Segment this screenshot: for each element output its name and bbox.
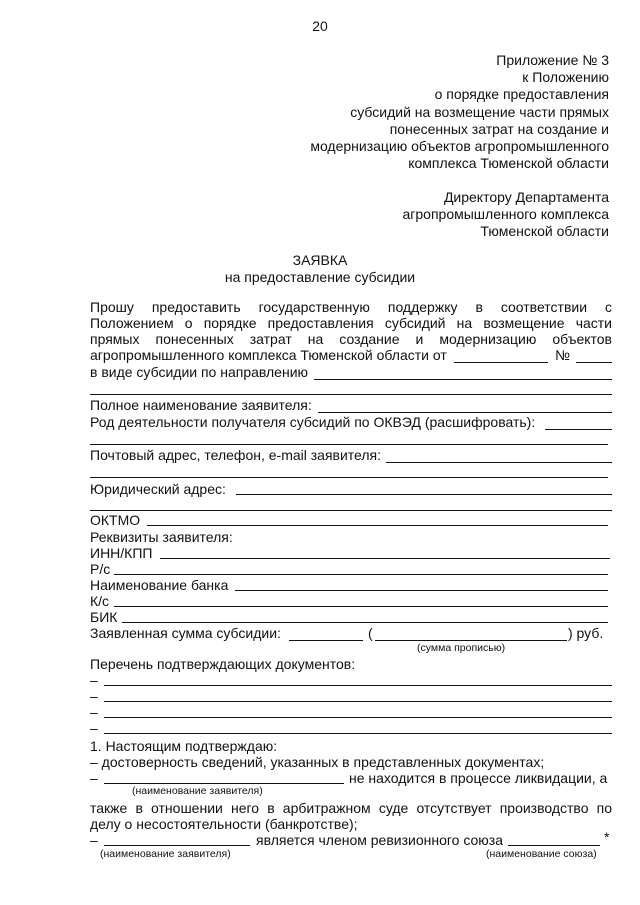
ks-label: К/с: [90, 593, 110, 609]
full-name-field[interactable]: [318, 412, 612, 413]
confirm-item-2: не находится в процессе ликвидации, а: [349, 770, 608, 786]
amount-words-field[interactable]: [375, 640, 567, 641]
doc-dash: –: [90, 672, 98, 688]
intro-line-1: Прошу предоставить государственную поддержку в соответствии с: [90, 299, 612, 315]
applicant-name-field-2[interactable]: [104, 845, 250, 846]
rs-label: Р/с: [90, 561, 111, 577]
documents-label: Перечень подтверждающих документов:: [90, 656, 356, 672]
confirm-heading: 1. Настоящим подтверждаю:: [90, 738, 278, 754]
inn-label: ИНН/КПП: [90, 545, 153, 561]
legal-address-field[interactable]: [236, 494, 612, 495]
bank-field[interactable]: [235, 590, 608, 591]
appendix-line: понесенных затрат на создание и: [389, 120, 609, 137]
doc-dash: –: [90, 688, 98, 704]
addressee-line: Тюменской области: [480, 223, 609, 240]
intro-line-2: Положением о порядке предоставления субсидий на возмещение части: [90, 315, 612, 331]
amount-label: Заявленная сумма субсидии:: [90, 625, 281, 641]
direction-blank-2[interactable]: [90, 394, 612, 395]
inn-field[interactable]: [160, 558, 610, 559]
confirm-dash: –: [90, 770, 98, 786]
amount-currency: ) руб.: [568, 625, 604, 641]
number-blank[interactable]: [576, 362, 612, 363]
confirm-item-3: является членом ревизионного союза: [256, 832, 504, 848]
addressee-line: агропромышленного комплекса: [402, 206, 609, 223]
full-name-label: Полное наименование заявителя:: [90, 397, 312, 413]
document-subtitle: на предоставление субсидии: [224, 269, 416, 285]
appendix-line: Приложение № 3: [496, 52, 609, 68]
intro-line-5: в виде субсидии по направлению: [90, 364, 309, 380]
bik-field[interactable]: [122, 622, 608, 623]
ks-field[interactable]: [114, 606, 608, 607]
postal-field-2[interactable]: [90, 477, 608, 478]
oktmo-label: ОКТМО: [90, 512, 141, 528]
date-blank[interactable]: [454, 362, 548, 363]
rs-field[interactable]: [114, 574, 608, 575]
applicant-name-field[interactable]: [104, 783, 344, 784]
union-caption: (наименование союза): [486, 848, 597, 860]
union-name-field[interactable]: [508, 845, 600, 846]
activity-field[interactable]: [545, 429, 612, 430]
confirm-item-1: – достоверность сведений, указанных в представленных документах;: [90, 754, 545, 770]
confirm-item-2-end: делу о несостоятельности (банкротстве);: [90, 816, 358, 832]
requisites-label: Реквизиты заявителя:: [90, 529, 233, 545]
applicant-caption: (наименование заявителя): [132, 785, 263, 797]
asterisk: *: [604, 829, 610, 845]
oktmo-field[interactable]: [147, 525, 608, 526]
appendix-line: субсидий на возмещение части прямых: [350, 103, 609, 120]
appendix-line: модернизацию объектов агропромышленного: [310, 138, 609, 155]
activity-label: Род деятельности получателя субсидий по ОКВЭД (расшифровать):: [90, 414, 536, 430]
bik-label: БИК: [90, 609, 118, 625]
appendix-line: к Положению: [522, 69, 609, 86]
document-title: ЗАЯВКА: [292, 252, 348, 268]
confirm-item-2-cont: также в отношении него в арбитражном суде отсутствует производство по: [90, 800, 612, 816]
legal-address-field-2[interactable]: [90, 510, 612, 511]
intro-line-4: агропромышленного комплекса Тюменской области от: [90, 347, 447, 363]
activity-field-2[interactable]: [90, 444, 608, 445]
direction-blank[interactable]: [314, 379, 612, 380]
doc-dash: –: [90, 720, 98, 736]
document-field[interactable]: [104, 717, 612, 718]
page-number: 20: [312, 18, 328, 34]
appendix-block: [310, 52, 609, 172]
appendix-line: о порядке предоставления: [434, 86, 609, 103]
appendix-line: комплекса Тюменской области: [408, 155, 609, 172]
amount-caption: (сумма прописью): [417, 642, 506, 654]
document-field[interactable]: [104, 701, 612, 702]
addressee-line: Директору Департамента: [443, 189, 609, 205]
postal-label: Почтовый адрес, телефон, e-mail заявителя:: [90, 447, 382, 463]
legal-address-label: Юридический адрес:: [90, 481, 226, 497]
document-field[interactable]: [104, 733, 612, 734]
amount-open-paren: (: [368, 625, 373, 641]
bank-label: Наименование банка: [90, 577, 229, 593]
number-sign: №: [555, 347, 571, 363]
postal-field[interactable]: [386, 462, 612, 463]
document-field[interactable]: [104, 685, 612, 686]
doc-dash: –: [90, 704, 98, 720]
applicant-caption-2: (наименование заявителя): [100, 848, 231, 860]
confirm-dash: –: [90, 832, 98, 848]
intro-line-3: прямых понесенных затрат на создание и модернизацию объектов: [90, 331, 612, 347]
amount-number-field[interactable]: [289, 640, 363, 641]
addressee-block: [402, 189, 609, 241]
